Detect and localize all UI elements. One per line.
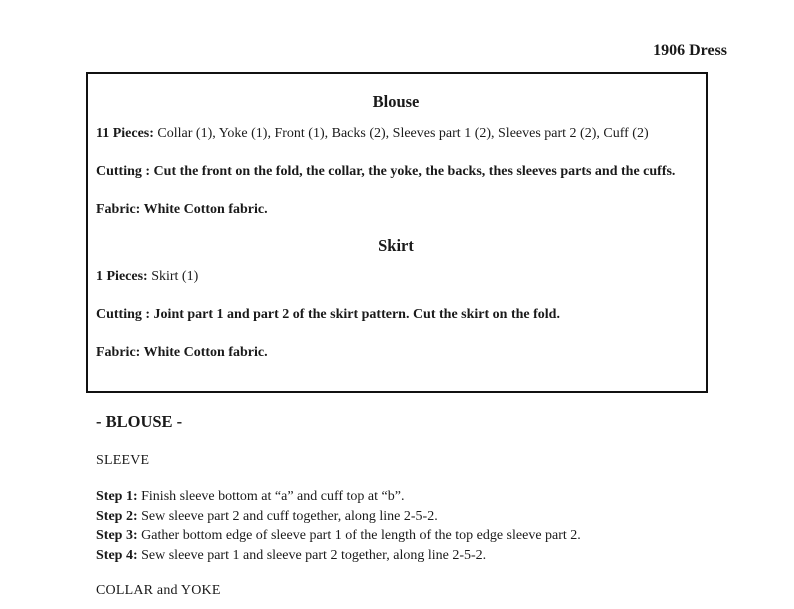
step-text: Gather bottom edge of sleeve part 1 of the length of the top edge sleeve part 2. (137, 528, 581, 543)
blouse-pieces-label: 11 Pieces: (96, 126, 154, 141)
skirt-pieces-list: Skirt (1) (147, 269, 199, 284)
skirt-pieces (96, 267, 696, 286)
skirt-pieces-label: 1 Pieces: (96, 269, 148, 284)
skirt-cutting: Cutting : Joint part 1 and part 2 of the skirt pattern. Cut the skirt on the fold. (96, 307, 560, 322)
step-label: Step 4: (96, 547, 138, 563)
materials-box (86, 72, 708, 393)
blouse-cutting: Cutting : Cut the front on the fold, the collar, the yoke, the backs, thes sleeves parts and the cuffs. (96, 164, 676, 179)
skirt-heading: Skirt (378, 236, 414, 255)
step-text: Sew sleeve part 1 and sleeve part 2 together, along line 2-5-2. (137, 547, 487, 563)
step-item (96, 507, 736, 527)
instructions-section (96, 412, 736, 599)
blouse-section-title: - BLOUSE - (96, 412, 183, 431)
skirt-fabric: Fabric: White Cotton fabric. (96, 345, 268, 360)
step-label: Step 3: (96, 528, 138, 543)
step-item (96, 546, 736, 566)
step-label: Step 2: (96, 508, 138, 524)
sleeve-subsection-title: SLEEVE (96, 453, 150, 468)
step-text: Sew sleeve part 2 and cuff together, along line 2-5-2. (137, 508, 438, 524)
step-item (96, 487, 736, 507)
blouse-heading: Blouse (372, 92, 420, 111)
collar-yoke-subsection-title: COLLAR and YOKE (96, 583, 221, 598)
blouse-pieces (96, 124, 696, 143)
step-label: Step 1: (96, 489, 138, 504)
blouse-fabric: Fabric: White Cotton fabric. (96, 202, 268, 217)
step-item (96, 526, 736, 546)
step-text: Finish sleeve bottom at “a” and cuff top at “b”. (137, 489, 405, 504)
blouse-pieces-list: Collar (1), Yoke (1), Front (1), Backs (2), Sleeves part 1 (2), Sleeves part 2 (2), Cuff (2) (153, 126, 649, 141)
document-title: 1906 Dress (653, 42, 727, 59)
steps-list (96, 487, 736, 565)
